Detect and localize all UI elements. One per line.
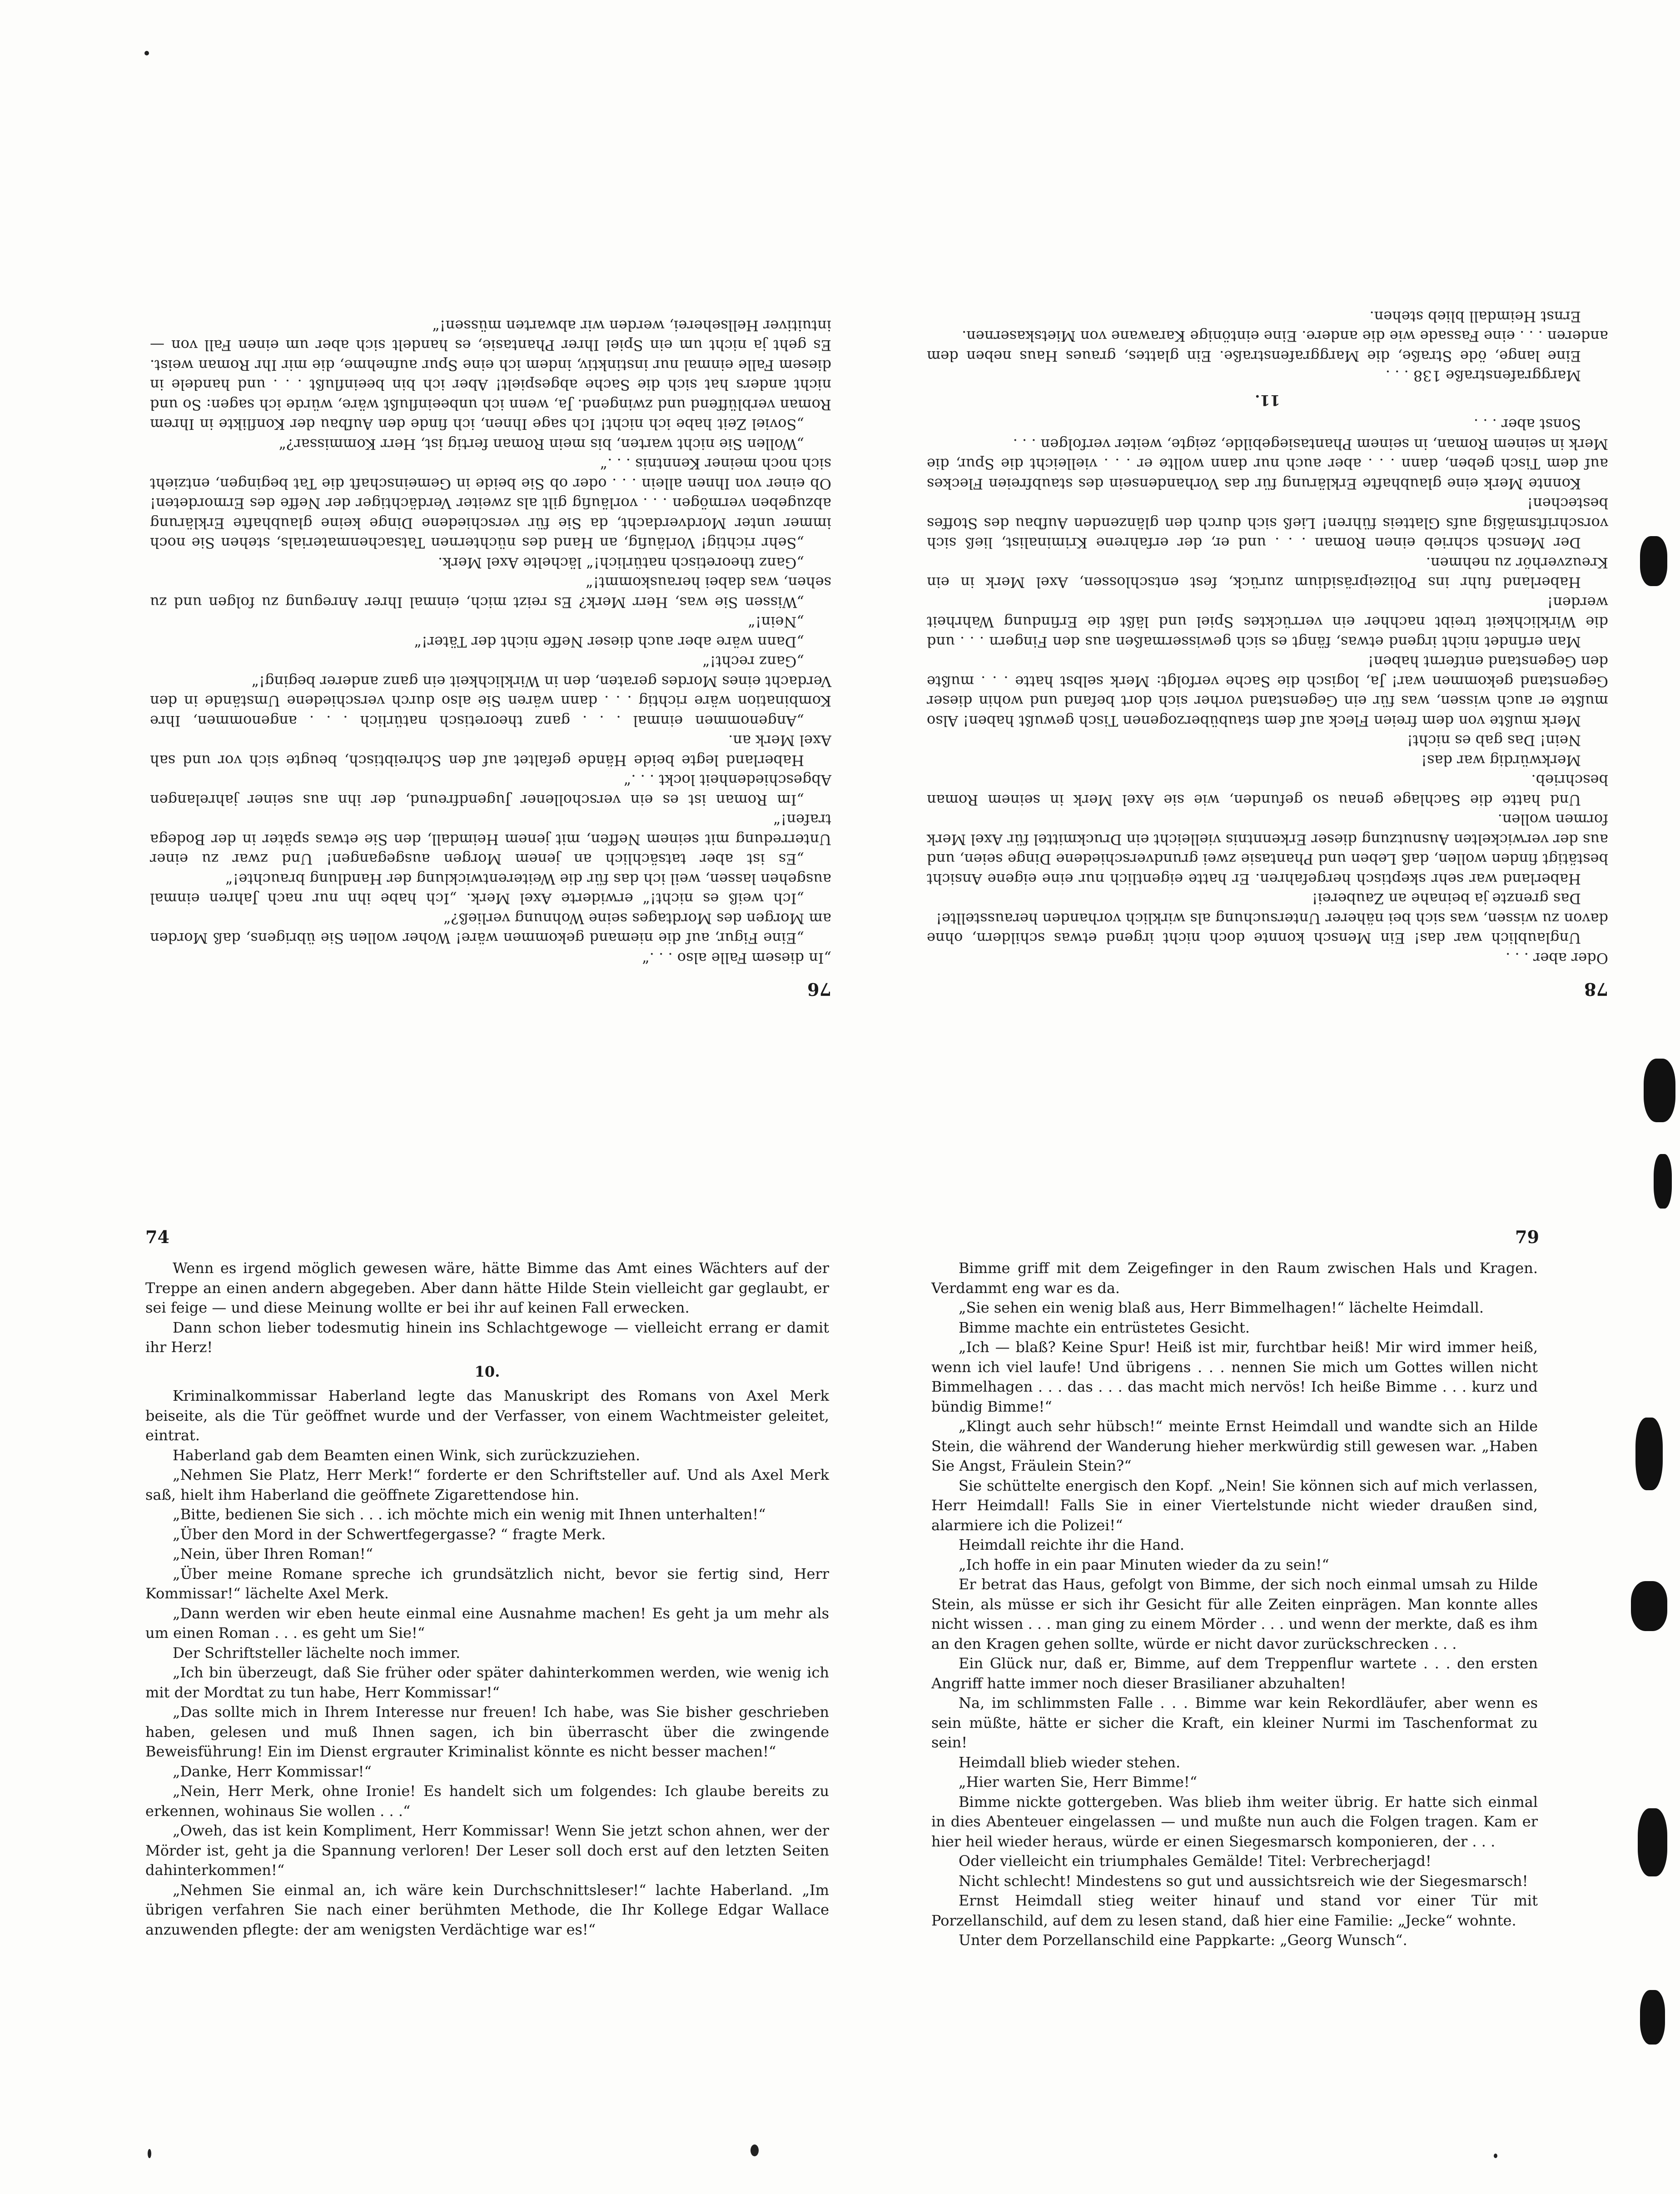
paragraph: Oder vielleicht ein triumphales Gemälde! Titel: Verbrecherjagd! (959, 1852, 1431, 1870)
paragraph: „Es ist aber tatsächlich an jenem Morgen ausgegangen! Und zwar zu einer Unterredung mit seinem Neffen, mit jenem Heimdall, den Sie etwas später in der Bodega trafen!“ (150, 811, 831, 868)
paragraph: Na, im schlimmsten Falle . . . Bimme war kein Rekordläufer, aber wenn es sein müßte, hätte er sicher die Kraft, ein kleiner Nurmi im Taschenformat zu sein! (931, 1694, 1538, 1751)
paragraph: Ernst Heimdall blieb stehen. (1369, 308, 1581, 325)
chapter-heading: 11. (1255, 392, 1280, 409)
scan-speck (144, 51, 149, 55)
paragraph: Kriminalkommissar Haberland legte das Manuskript des Romans von Axel Merk beiseite, als die Tür geöffnet wurde und der Verfasser, von einem Wachtmeister geleitet, eintrat. (145, 1387, 829, 1444)
page-number-79: 79 (1515, 1227, 1539, 1247)
paragraph: Sonst aber . . . (1473, 416, 1581, 433)
paragraph: „Dann werden wir eben heute einmal eine Ausnahme machen! Es geht ja um mehr als um einen Roman . . . es geht um Sie!“ (145, 1604, 829, 1642)
page-number: 78 (1584, 979, 1608, 1000)
paragraph: „Bitte, bedienen Sie sich . . . ich möchte mich ein wenig mit Ihnen unterhalten!“ (173, 1506, 766, 1523)
paragraph: „Ich hoffe in ein paar Minuten wieder da zu sein!“ (959, 1556, 1329, 1573)
paragraph: Haberland war sehr skeptisch hergefahren. Er hatte eigentlich nur eine eigene Ansicht bestätigt finden wollen, daß Leben und Phantasie zwei grundverschiedene Dinge seien, und aus der verwickelten Ausnutzung dieser Erkenntnis vielleicht ein Druckmittel für Axel Merk formen wollen. (927, 811, 1608, 888)
paragraph: „Sie sehen ein wenig blaß aus, Herr Bimmelhagen!“ lächelte Heimdall. (959, 1299, 1484, 1316)
paragraph: Der Schriftsteller lächelte noch immer. (173, 1644, 461, 1662)
paragraph: „Nein, über Ihren Roman!“ (173, 1545, 373, 1562)
paragraph: Ein Glück nur, daß er, Bimme, auf dem Treppenflur wartete . . . den ersten Angriff hatte immer noch dieser Brasilianer abzuhalten! (931, 1655, 1538, 1692)
paragraph: „Nehmen Sie einmal an, ich wäre kein Durchschnittsleser!“ lachte Haberland. „Im übrigen verfahren Sie nach einer berühmten Methode, die Ihr Kollege Edgar Wallace anzuwenden pflegte: der am wenigsten Verdächtige war es!“ (145, 1881, 829, 1938)
paragraph: Haberland fuhr ins Polizeipräsidium zurück, fest entschlossen, Axel Merk in ein Kreuzverhör zu nehmen. (927, 554, 1608, 592)
page-number: 76 (807, 979, 831, 1000)
paragraph: Dann schon lieber todesmutig hinein ins Schlachtgewoge — vielleicht errang er damit ihr Herz! (145, 1318, 829, 1356)
paragraph: Heimdall reichte ihr die Hand. (959, 1536, 1184, 1553)
paragraph: Merk mußte von dem freien Fleck auf dem staubüberzogenen Tisch gewußt haben! Also mußte er auch wissen, was für ein Gegenstand vorher sich dort befand und wohin dieser Gegenstand gekommen war! Ja, logisch die Sache verfolgt: Merk selbst hatte . . . mußte den Gegenstand entfernt haben! (927, 653, 1608, 730)
scan-blot (1638, 1808, 1667, 1876)
paragraph: „Nein!“ (748, 613, 804, 631)
paragraph: „Eine Figur, auf die niemand gekommen wäre! Woher wollen Sie übrigens, daß Morden am Morgen des Mordtages seine Wohnung verließ?“ (150, 910, 831, 947)
paragraph: Nicht schlecht! Mindestens so gut und aussichtsreich wie der Siegesmarsch! (959, 1872, 1528, 1890)
paragraph: „Über den Mord in der Schwertfegergasse? “ fragte Merk. (173, 1525, 606, 1543)
page-76-text (150, 316, 831, 968)
scan-speck (148, 2149, 151, 2158)
scan-blot (1640, 536, 1667, 586)
paragraph: „Soviel Zeit habe ich nicht! Ich sage Ihnen, ich finde den Aufbau der Konflikte in Ihrem Roman verblüffend und zwingend. Ja, wenn ich unbeeinflußt wäre, würde ich sagen: So und nicht anders hat sich die Sache abgespielt! Aber ich bin beeinflußt . . . und handele in diesem Falle einmal nur instinktiv, indem ich eine Spur aufnehme, die mir Ihr Roman weist. Es geht ja nicht um ein Spiel Ihrer Phantasie, es handelt sich aber um einen Fall von — intuitiver Hellseherei, werden wir abwarten müssen!“ (150, 317, 831, 433)
paragraph: „Nein, Herr Merk, ohne Ironie! Es handelt sich um folgendes: Ich glaube bereits zu erkennen, wohinaus Sie wollen . . .“ (145, 1782, 829, 1820)
chapter-heading: 10. (474, 1363, 500, 1380)
paragraph: Das grenzte ja beinahe an Zauberei! (1312, 890, 1581, 908)
paragraph: „Über meine Romane spreche ich grundsätzlich nicht, bevor sie fertig sind, Herr Kommissar!“ lächelte Axel Merk. (145, 1565, 829, 1602)
paragraph: Sie schüttelte energisch den Kopf. „Nein! Sie können sich auf mich verlassen, Herr Heimdall! Falls Sie in einer Viertelstunde nicht wieder draußen sind, alarmiere ich die Polizei!“ (931, 1477, 1538, 1534)
page-74-text (145, 1259, 829, 1940)
paragraph: „Nehmen Sie Platz, Herr Merk!“ forderte er den Schriftsteller auf. Und als Axel Merk saß, hielt ihm Haberland die geöffnete Zigarettendose hin. (145, 1466, 829, 1503)
paragraph: Haberland gab dem Beamten einen Wink, sich zurückzuziehen. (173, 1446, 641, 1464)
paragraph: „Dann wäre aber auch dieser Neffe nicht der Täter!“ (414, 633, 804, 651)
scan-speck (1494, 2154, 1497, 2158)
paragraph: Unglaublich war das! Ein Mensch konnte doch nicht irgend etwas schildern, ohne davon zu wissen, was sich bei näherer Untersuchung als wirklich vorhanden herausstellte! (927, 910, 1608, 947)
paragraph: „Wollen Sie nicht warten, bis mein Roman fertig ist, Herr Kommissar?“ (278, 436, 804, 453)
paragraph: Bimme machte ein entrüstetes Gesicht. (959, 1318, 1250, 1336)
scan-blot (1640, 1990, 1665, 2045)
paragraph: Ernst Heimdall stieg weiter hinauf und stand vor einer Tür mit Porzellanschild, auf dem zu lesen stand, daß hier eine Familie: „Jecke“ wohnte. (931, 1892, 1538, 1929)
paragraph: „Wissen Sie was, Herr Merk? Es reizt mich, einmal Ihrer Anregung zu folgen und zu sehen, was dabei herauskommt!“ (150, 574, 831, 611)
paragraph: Bimme nickte gottergeben. Was blieb ihm weiter übrig. Er hatte sich einmal in dies Abenteuer eingelassen — und mußte nun auch die Folgen tragen. Kam er hier heil wieder heraus, würde er einen Siegesmarsch komponieren, der . . . (931, 1793, 1538, 1850)
paragraph: „Ganz recht!“ (702, 653, 804, 671)
paragraph: Unter dem Porzellanschild eine Pappkarte: „Georg Wunsch“. (959, 1931, 1407, 1949)
paragraph: Heimdall blieb wieder stehen. (959, 1753, 1181, 1771)
paragraph: „Ich — blaß? Keine Spur! Heiß ist mir, furchtbar heiß! Mir wird immer heiß, wenn ich viel laufe! Und übrigens . . . nennen Sie mich um Gottes willen nicht Bimmelhagen . . . das . . . das macht mich nervös! Ich heiße Bimme . . . kurz und bündig Bimme!“ (931, 1338, 1538, 1415)
paragraph: „Das sollte mich in Ihrem Interesse nur freuen! Ich habe, was Sie bisher geschrieben haben, gelesen und muß Ihnen sagen, ich bin überrascht über die zwingende Beweisführung! Ein im Dienst ergrauter Kriminalist könnte es nicht besser machen!“ (145, 1703, 829, 1760)
paragraph: „In diesem Falle also . . .“ (642, 950, 831, 967)
paragraph: Man erfindet nicht irgend etwas, fängt es sich gewissermaßen aus den Fingern . . . und die Wirklichkeit treibt nachher ein verrücktes Spiel und läßt die Erfindung Wahrheit werden! (927, 594, 1608, 651)
paragraph: Eine lange, öde Straße, die Marggrafenstraße. Ein glattes, graues Haus neben dem anderen . . . eine Fassade wie die andere. Eine eintönige Karawane von Mietskasernen. (927, 328, 1608, 365)
page-number-74: 74 (145, 1227, 169, 1247)
scan-blot (1631, 1581, 1667, 1631)
paragraph: Er betrat das Haus, gefolgt von Bimme, der sich noch einmal umsah zu Hilde Stein, als müsse er sich ihr Gesicht für alle Zeiten einprägen. Man konnte alles nicht wissen . . . man ging zu einem Mörder . . . und wenn der merkte, daß es ihm an den Kragen gehen sollte, würde er nicht davor zurückschrecken . . . (931, 1576, 1538, 1652)
paragraph: Und hatte die Sachlage genau so gefunden, wie sie Axel Merk in seinem Roman beschrieb. (927, 771, 1608, 809)
paragraph: Wenn es irgend möglich gewesen wäre, hätte Bimme das Amt eines Wächters auf der Treppe an einen andern abgegeben. Aber dann hätte Hilde Stein vielleicht gar geglaubt, er sei feige — und diese Meinung wollte er bei ihr auf keinen Fall erwecken. (145, 1259, 829, 1316)
paragraph: Marggrafenstraße 138 . . . (1385, 367, 1581, 385)
paragraph: „Angenommen einmal . . . ganz theoretisch natürlich . . . angenommen, Ihre Kombination wäre richtig . . . dann wären Sie also durch verschiedene Umstände in den Verdacht eines Mordes geraten, den in Wirklichkeit ein ganz anderer beging!“ (150, 673, 831, 730)
paragraph: Nein! Das gab es nicht! (1407, 732, 1581, 750)
page-78-upside-down (927, 109, 1608, 1000)
paragraph: Merkwürdig war das! (1421, 752, 1581, 769)
paragraph: „Oweh, das ist kein Kompliment, Herr Kommissar! Wenn Sie jetzt schon ahnen, wer der Mörder ist, geht ja die Spannung verloren! Der Leser soll doch erst auf den letzten Seiten dahinterkommen!“ (145, 1822, 829, 1879)
page-76-upside-down (150, 109, 831, 1000)
paragraph: „Hier warten Sie, Herr Bimme!“ (959, 1773, 1198, 1791)
paragraph: Haberland legte beide Hände gefaltet auf den Schreibtisch, beugte sich vor und sah Axel Merk an. (150, 732, 831, 769)
page-78-text (927, 307, 1608, 968)
scan-blot (1635, 1418, 1663, 1490)
scan-speck (751, 2144, 759, 2156)
paragraph: Der Mensch schrieb einen Roman . . . und er, der erfahrene Kriminalist, ließ sich vorschriftsmäßig aufs Glatteis führen! Ließ sich durch den glänzenden Aufbau des Stoffes bestechen! (927, 495, 1608, 552)
paragraph: „Ich bin überzeugt, daß Sie früher oder später dahinterkommen werden, wie wenig ich mit der Mordtat zu tun habe, Herr Kommissar!“ (145, 1664, 829, 1701)
paragraph: „Ich weiß es nicht!“ erwiderte Axel Merk. „Ich habe ihn nur nach Jahren einmal ausgehen lassen, weil ich das für die Weiterentwicklung der Handlung brauchte!“ (150, 871, 831, 908)
paragraph: „Sehr richtig! Vorläufig, an Hand des nüchternen Tatsachenmaterials, stehen Sie noch immer unter Mordverdacht, da Sie für verschiedene Dinge keine glaubhafte Erklärung abzugeben vermögen . . . vorläufig gilt als zweiter Verdächtiger der Neffe des Ermordeten! Ob einer von Ihnen allein . . . oder ob Sie beide in Gemeinschaft die Tat begingen, entzieht sich noch meiner Kenntnis . . .“ (150, 455, 831, 552)
paragraph: „Klingt auch sehr hübsch!“ meinte Ernst Heimdall und wandte sich an Hilde Stein, die während der Wanderung hieher merkwürdig still gewesen war. „Haben Sie Angst, Fräulein Stein?“ (931, 1418, 1538, 1474)
scan-blot (1654, 1154, 1672, 1209)
paragraph: Bimme griff mit dem Zeigefinger in den Raum zwischen Hals und Kragen. Verdammt eng war es da. (931, 1259, 1538, 1297)
paragraph: „Im Roman ist es ein verschollener Jugendfreund, der ihn aus seiner jahrelangen Abgeschiedenheit lockt . . .“ (150, 771, 831, 809)
paragraph: Konnte Merk eine glaubhafte Erklärung für das Vorhandensein des staubfreien Fleckes auf dem Tisch geben, dann . . . aber auch nur dann wollte er . . . vielleicht die Spur, die Merk in seinem Roman, in seinem Phantasiegebilde, zeigte, weiter verfolgen . . . (927, 436, 1608, 493)
paragraph: „Ganz theoretisch natürlich!“ lächelte Axel Merk. (438, 554, 804, 572)
page-79-text (931, 1259, 1538, 1950)
scan-blot (1644, 1059, 1675, 1122)
paragraph: Oder aber . . . (1506, 950, 1608, 967)
paragraph: „Danke, Herr Kommissar!“ (173, 1762, 372, 1780)
